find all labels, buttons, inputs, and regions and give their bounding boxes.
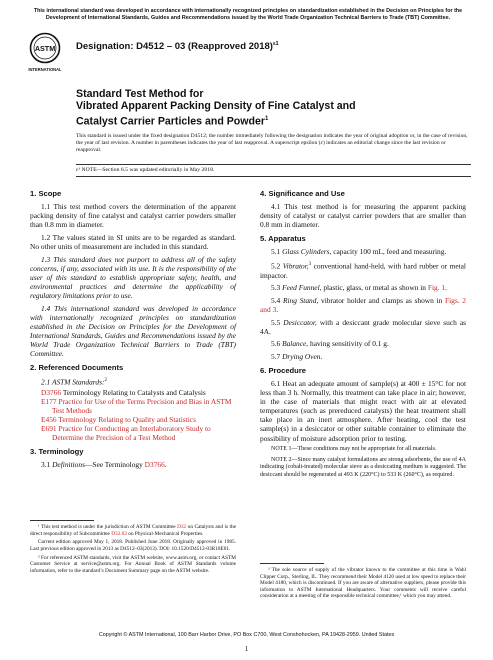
committee-link[interactable]: D32 (177, 524, 187, 530)
title-line-3: Catalyst Carrier Particles and Powder$^1$ (76, 115, 269, 128)
footnotes-right (260, 567, 466, 602)
designation (76, 41, 279, 52)
logo-text-top: ASTM (34, 44, 56, 53)
paragraph-5-3: 5.3 Feed Funnel, plastic, glass, or metal as shown in Fig. 1. (271, 283, 447, 293)
footnote-1: ¹ This test method is under the jurisdiction of ASTM Committee D32 on Catalysts and is the direct responsibility of Subcommittee D32.02 on Physical-Mechanical Properties. (30, 524, 236, 537)
reference-item[interactable]: E691 Practice for Conducting an Interlaboratory Study to Determine the Precision of a Test Method (41, 424, 211, 443)
standard-note: This standard is issued under the fixed designation D4512; the number immediately following the designation indicates the year of original adoption or, in the case of revision, the year of last revision. A number in parentheses indicates the year of last reapproval. A superscript epsilon (ε) indicates an editorial change since the last revision or reapproval. (76, 133, 468, 153)
editorial-note: ε¹ NOTE—Section 6.5 was updated editorially in May 2018. (76, 167, 215, 173)
logo-text-bottom: INTERNATIONAL (28, 67, 62, 72)
paragraph-5-6: 5.6 Balance, having sensitivity of 0.1 g. (271, 339, 389, 349)
paragraph-4-1: 4.1 This test method is for measuring the apparent packing density of catalyst or catalyst carrier powders that are smaller than 0.8 mm in diameter. (260, 202, 466, 230)
divider (76, 164, 471, 165)
designation-sup: ε1 (272, 41, 279, 47)
footnote-2: ² For referenced ASTM standards, visit the ASTM website, www.astm.org, or contact ASTM Customer Service at service@astm.org. For Annual Book of ASTM Standards volume information, refer to the standard’s Document Summary page on the ASTM website. (30, 554, 236, 574)
paragraph-3-1: 3.1 Definitions—See Terminology D3766. (41, 460, 167, 470)
title-line-1: Standard Test Method for (76, 88, 204, 100)
footnote-3: ³ The sole source of supply of the vibrator known to the committee at this time is Wahl Clipper Corp., Sterling, IL. They recommend their Model 4120 used at low speed to replace their Model 4180, which is discontinued. If you are aware of alternative suppliers, please provide this information to ASTM International Headquarters. Your comments will receive careful consideration at a meeting of the responsible technical committee,¹ which you may attend. (260, 567, 466, 599)
reference-item[interactable]: E177 Practice for Use of the Terms Precision and Bias in ASTM Test Methods (41, 396, 232, 415)
footnote-divider (30, 520, 94, 521)
footnotes-left (30, 524, 236, 577)
section-heading-apparatus: 5. Apparatus (260, 234, 306, 244)
left-column (30, 184, 236, 473)
reference-link[interactable]: D3766 (41, 387, 62, 397)
reference-link[interactable]: E691 (41, 424, 57, 434)
subcommittee-link[interactable]: D32.02 (111, 530, 127, 537)
footnote-1-edition: Current edition approved May 1, 2018. Published June 2018. Originally approved in 1985. Last previous edition approved in 2013 as D4512–03(2013). DOI: 10.1520/D4512-03R18E01. (30, 539, 236, 552)
paragraph-6-1: 6.1 Heat an adequate amount of sample(s) at 400 ± 15°C for not less than 3 h. Normally, this treatment can take place in air; however, in the case of materials that might react with air at elevated temperatures (such as prereduced catalysts) the heat treatment shall take place in an inert atmosphere. After heating, cool the test sample(s) in a desiccator or other suitable container to eliminate the possibility of moisture adsorption prior to testing. (260, 378, 466, 443)
reference-link[interactable]: E177 (41, 396, 57, 406)
right-column (260, 184, 466, 483)
divider (76, 176, 471, 177)
section-heading-procedure: 6. Procedure (260, 365, 307, 375)
document-title (76, 88, 466, 128)
section-heading-referenced-documents: 2. Referenced Documents (30, 363, 124, 373)
paragraph-1-2: 1.2 The values stated in SI units are to be regarded as standard. No other units of measurement are included in this standard. (30, 232, 236, 251)
figure-link[interactable]: Figs. 2 and 3 (260, 295, 466, 314)
title-line-2: Vibrated Apparent Packing Density of Fine Catalyst and (76, 100, 356, 113)
paragraph-1-3: 1.3 This standard does not purport to address all of the safety concerns, if any, associated with its use. It is the responsibility of the user of this standard to establish appropriate safety, health, and environmental practices and determine the applicability of regulatory limitations prior to use. (30, 254, 236, 300)
page-number: 1 (244, 645, 249, 653)
section-heading-significance: 4. Significance and Use (260, 189, 345, 198)
footnote-divider (260, 563, 324, 564)
section-heading-scope: 1. Scope (30, 189, 62, 198)
paragraph-5-2: 5.2 Vibrator,$^3$ conventional hand-held, with hard rubber or metal impactor. (260, 261, 466, 280)
copyright-footer: Copyright © ASTM International, 100 Barr Harbor Drive, PO Box C700, West Conshohocken, PA 19428-2959. United States (98, 632, 395, 638)
reference-item[interactable]: E456 Terminology Relating to Quality and Statistics (41, 415, 196, 425)
figure-link[interactable]: Fig. 1 (427, 283, 446, 293)
paragraph-2-1: 2.1 ASTM Standards:$^2$ (41, 377, 107, 387)
paragraph-5-1: 5.1 Glass Cylinders, capacity 100 mL, feed and measuring. (271, 247, 447, 257)
reference-link[interactable]: E456 (41, 415, 57, 425)
note-2: NOTE 2—Since many catalyst formulations are strong adsorbents, the use of 4A indicating (cobalt-treated) molecular sieve as a desiccating medium is suggested. The desiccant should be regenerated at 493 K (220°C) to 533 K (260°C), as required. (260, 457, 466, 478)
astm-international-logo-icon (28, 32, 62, 74)
astm-logo (28, 32, 62, 74)
paragraph-1-4: 1.4 This international standard was developed in accordance with internationally recognized principles on standardization established in the Decision on Principles for the Development of International Standards, Guides and Recommendations issued by the World Trade Organization Technical Barriers to Trade (TBT) Committee. (30, 303, 236, 358)
paragraph-1-1: 1.1 This test method covers the determination of the apparent packing density of fine catalyst and catalyst carrier powders smaller than 0.8 mm in diameter. (30, 202, 236, 230)
reference-item[interactable]: D3766 Terminology Relating to Catalysts and Catalysis (41, 387, 206, 397)
header-notice: This international standard was developed in accordance with internationally recognized principles on standardization established in the Decision on Principles for the Development of International Standards, Guides and Recommendations issued by the World Trade Organization Technical Barriers to Trade (TBT) Committee. (33, 8, 463, 21)
terminology-link[interactable]: D3766 (144, 460, 165, 470)
section-heading-terminology: 3. Terminology (30, 447, 84, 457)
paragraph-5-5: 5.5 Desiccator, with a desiccant grade molecular sieve such as 4A. (260, 317, 466, 336)
designation-text: Designation: D4512 – 03 (Reapproved 2018) (76, 41, 273, 53)
note-1: NOTE 1—These conditions may not be appropriate for all materials. (271, 446, 437, 453)
paragraph-5-4: 5.4 Ring Stand, vibrator holder and clamps as shown in Figs. 2 and 3. (260, 295, 466, 314)
paragraph-5-7: 5.7 Drying Oven. (271, 351, 323, 361)
